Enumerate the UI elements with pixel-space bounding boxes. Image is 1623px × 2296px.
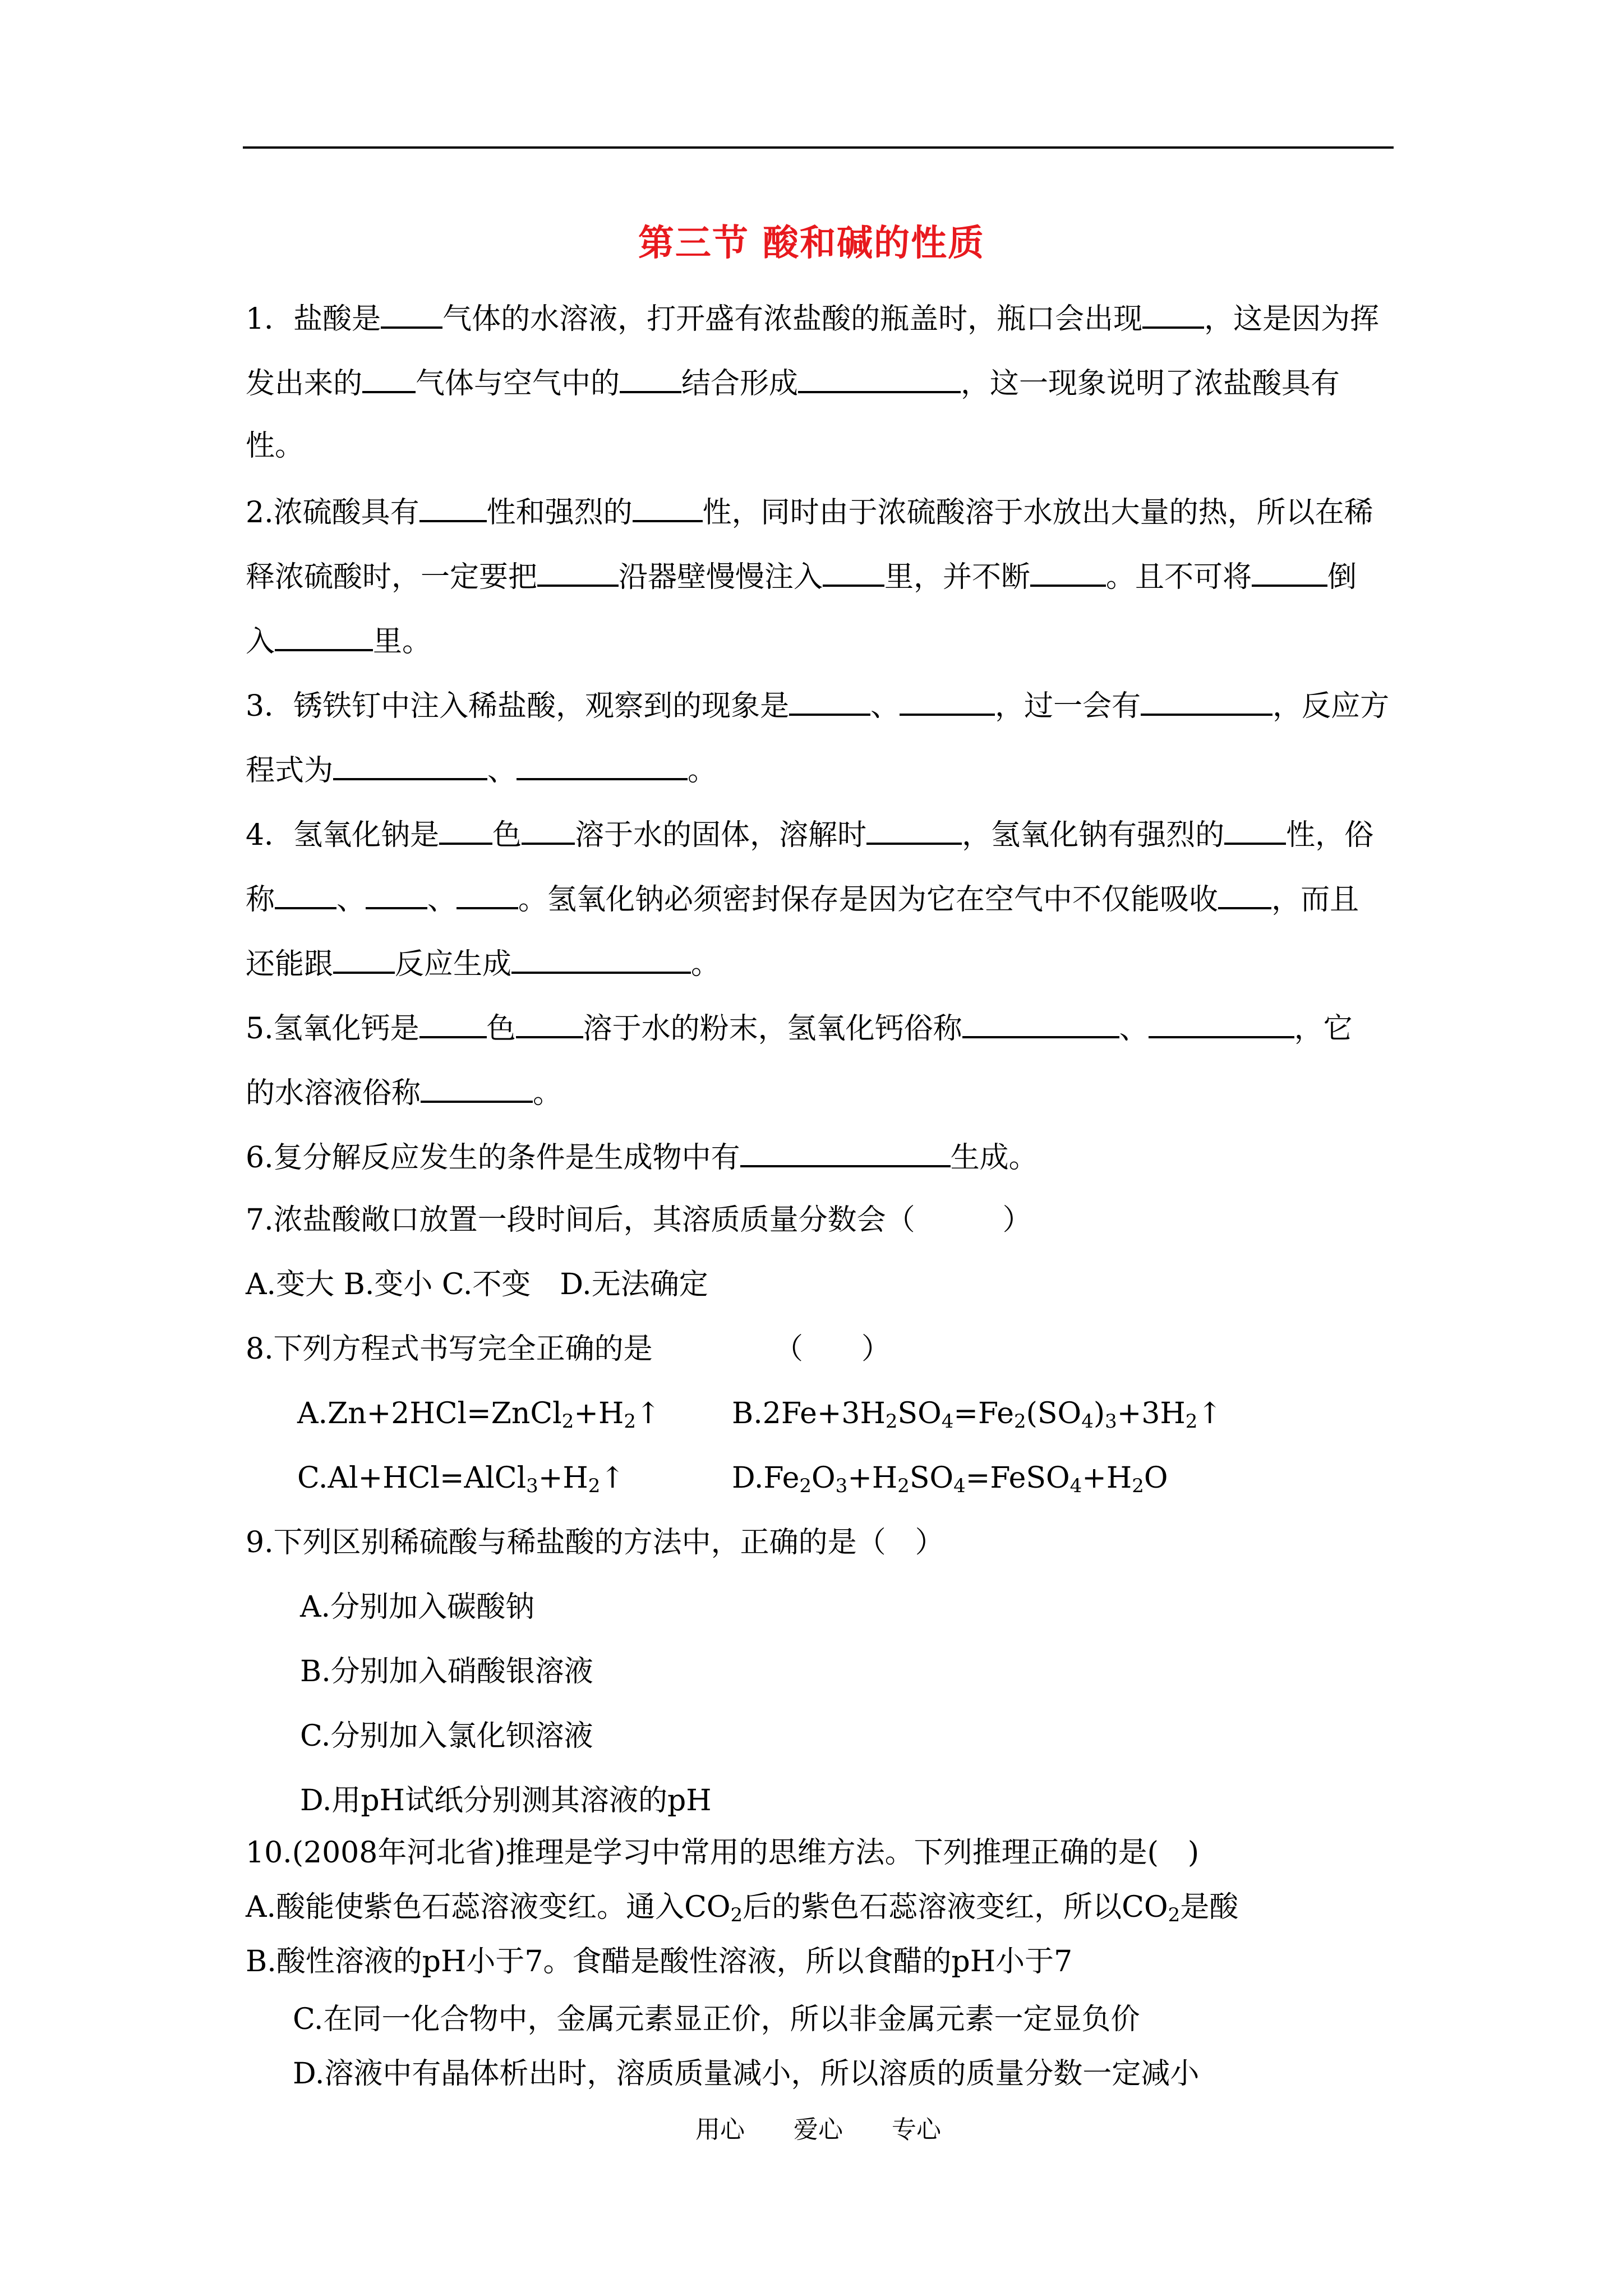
answer-blank[interactable] [457, 878, 518, 909]
answer-blank[interactable] [537, 555, 619, 587]
answer-blank[interactable] [516, 1007, 583, 1038]
answer-blank[interactable] [823, 555, 884, 587]
text: =FeSO [965, 1461, 1070, 1495]
text: 、 [1119, 1012, 1149, 1046]
text: =Fe [953, 1397, 1014, 1430]
text: 溶于水的粉末，氢氧化钙俗称 [583, 1012, 962, 1046]
answer-blank[interactable] [1141, 684, 1272, 716]
text: O [811, 1461, 836, 1495]
subscript: 2 [885, 1410, 898, 1433]
up-arrow: ↑ [600, 1461, 625, 1495]
subscript: 2 [730, 1904, 743, 1926]
text: 的水溶液俗称 [246, 1076, 421, 1110]
text: ，反应方 [1272, 689, 1390, 723]
text: 称 [246, 883, 275, 917]
option-label: C. [297, 1461, 328, 1495]
q10-stem: 10.(2008年河北省)推理是学习中常用的思维方法。下列推理正确的是( ) [246, 1836, 1200, 1870]
text: 倒 [1327, 560, 1357, 594]
q9-stem: 9.下列区别稀硫酸与稀盐酸的方法中，正确的是（ ） [246, 1526, 944, 1559]
text: +H [538, 1461, 588, 1495]
q10-option-a[interactable] [246, 1888, 1238, 1927]
answer-blank[interactable] [1030, 555, 1106, 587]
footer-text-3: 专心 [892, 2115, 941, 2144]
q8-answer-paren: （ ） [774, 1332, 891, 1366]
text: ，这是因为挥 [1204, 302, 1380, 336]
q8-option-a[interactable] [297, 1394, 661, 1433]
q10-option-d[interactable]: D.溶液中有晶体析出时，溶质质量减小，所以溶质的质量分数一定减小 [293, 2057, 1200, 2091]
q5-line-2 [246, 1071, 562, 1113]
text: 生成。 [950, 1141, 1038, 1175]
text: SO [909, 1461, 954, 1495]
answer-blank[interactable] [900, 684, 995, 716]
answer-blank[interactable] [522, 813, 575, 845]
text: +H [574, 1397, 624, 1430]
text: A.酸能使紫色石蕊溶液变红。通入CO [246, 1890, 731, 1924]
answer-blank[interactable] [275, 620, 373, 651]
answer-blank[interactable] [366, 878, 427, 909]
subscript: 2 [624, 1410, 636, 1433]
text: 3．锈铁钉中注入稀盐酸，观察到的现象是 [246, 689, 790, 723]
subscript: 2 [1132, 1475, 1144, 1497]
text: 2.浓硫酸具有 [246, 496, 419, 530]
subscript: 4 [953, 1475, 966, 1497]
q2-line-3 [246, 620, 431, 661]
text: 2Fe+3H [762, 1397, 886, 1430]
answer-blank[interactable] [1149, 1007, 1294, 1038]
text: 后的紫色石蕊溶液变红，所以CO [743, 1890, 1168, 1924]
text: (SO [1026, 1397, 1082, 1430]
option-label: D. [732, 1461, 764, 1495]
answer-blank[interactable] [962, 1007, 1119, 1038]
answer-blank[interactable] [275, 878, 336, 909]
text: 、 [427, 883, 457, 917]
answer-blank[interactable] [421, 1071, 533, 1103]
text: 性，同时由于浓硫酸溶于水放出大量的热，所以在稀 [702, 496, 1373, 530]
text: 程式为 [246, 754, 334, 788]
answer-blank[interactable] [1142, 297, 1204, 329]
subscript: 2 [1185, 1410, 1198, 1433]
answer-blank[interactable] [517, 749, 688, 780]
text: 释浓硫酸时，一定要把 [246, 560, 538, 594]
text: 。 [533, 1076, 562, 1110]
q10-option-b[interactable]: B.酸性溶液的pH小于7。食醋是酸性溶液，所以食醋的pH小于7 [246, 1945, 1073, 1978]
text: 。氢氧化钠必须密封保存是因为它在空气中不仅能吸收 [518, 883, 1219, 917]
answer-blank[interactable] [866, 813, 962, 845]
subscript: 2 [1168, 1904, 1181, 1926]
text: 性和强烈的 [486, 496, 633, 530]
answer-blank[interactable] [620, 362, 681, 393]
q3-line-2 [246, 749, 717, 790]
answer-blank[interactable] [419, 1007, 487, 1038]
text: 性，俗 [1286, 818, 1374, 852]
text: 是酸 [1180, 1890, 1239, 1924]
subscript: 4 [1081, 1410, 1094, 1433]
q4-line-1 [246, 813, 1373, 855]
answer-blank[interactable] [439, 813, 492, 845]
answer-blank[interactable] [333, 942, 395, 974]
text: 气体与空气中的 [416, 367, 620, 401]
text: 里。 [373, 625, 432, 659]
answer-blank[interactable] [362, 362, 416, 393]
q1-line-1 [246, 297, 1379, 339]
q1-line-2 [246, 362, 1340, 403]
q4-line-2 [246, 878, 1359, 919]
text: 溶于水的固体，溶解时 [575, 818, 867, 852]
text: 沿器壁慢慢注入 [619, 560, 823, 594]
answer-blank[interactable] [381, 297, 442, 329]
text: ，过一会有 [995, 689, 1141, 723]
text: +3H [1117, 1397, 1186, 1430]
subscript: 2 [588, 1475, 601, 1497]
q7-options: A.变大 B.变小 C.不变 D.无法确定 [246, 1268, 708, 1301]
text: 入 [246, 625, 275, 659]
q4-line-3 [246, 942, 720, 984]
q9-option-d[interactable]: D.用pH试纸分别测其溶液的pH [300, 1784, 712, 1818]
answer-blank[interactable] [740, 1136, 951, 1167]
text: Fe [763, 1461, 800, 1495]
footer-text-1: 用心 [695, 2115, 745, 2144]
text: 。 [688, 754, 717, 788]
up-arrow: ↑ [635, 1397, 661, 1430]
subscript: 4 [941, 1410, 954, 1433]
q7-stem: 7.浓盐酸敞口放置一段时间后，其溶质质量分数会（ ） [246, 1203, 1032, 1237]
header-rule [243, 146, 1394, 149]
text: 、 [487, 754, 517, 788]
text: +H [847, 1461, 898, 1495]
text: 。 [691, 947, 721, 981]
answer-blank[interactable] [1218, 878, 1271, 909]
text: 色 [486, 1012, 516, 1046]
q8-option-c[interactable] [297, 1458, 625, 1498]
answer-blank[interactable] [1252, 555, 1327, 587]
answer-blank[interactable] [789, 684, 870, 716]
q2-line-1 [246, 491, 1373, 532]
subscript: 3 [1105, 1410, 1117, 1433]
text: 气体的水溶液，打开盛有浓盐酸的瓶盖时，瓶口会出现 [442, 302, 1143, 336]
page-title: 第三节 酸和碱的性质 [638, 222, 985, 264]
text: ) [1093, 1397, 1105, 1430]
answer-blank[interactable] [798, 362, 961, 393]
q1-line-3 [246, 426, 304, 466]
text: 结合形成 [681, 367, 799, 401]
q3-line-1 [246, 684, 1389, 726]
answer-blank[interactable] [419, 491, 487, 522]
text: 5.氢氧化钙是 [246, 1012, 419, 1046]
text: 1．盐酸是 [246, 302, 381, 336]
answer-blank[interactable] [511, 942, 691, 974]
q6-line [246, 1136, 1038, 1177]
subscript: 2 [561, 1410, 574, 1433]
text: 。且不可将 [1106, 560, 1252, 594]
text: 4．氢氧化钠是 [246, 818, 440, 852]
text: 、 [336, 883, 366, 917]
option-label: B. [732, 1397, 763, 1430]
text: SO [897, 1397, 942, 1430]
text: 反应生成 [395, 947, 512, 981]
text: ，氢氧化钠有强烈的 [962, 818, 1225, 852]
text: 里，并不断 [884, 560, 1031, 594]
text: ，它 [1294, 1012, 1353, 1046]
text: 6.复分解反应发生的条件是生成物中有 [246, 1141, 740, 1175]
text: Zn+2HCl=ZnCl [328, 1397, 562, 1430]
text: ，而且 [1271, 883, 1359, 917]
q5-line-1 [246, 1007, 1353, 1048]
text: Al+HCl=AlCl [328, 1461, 527, 1495]
subscript: 2 [799, 1475, 812, 1497]
q10-option-c[interactable]: C.在同一化合物中，金属元素显正价，所以非金属元素一定显负价 [293, 2003, 1140, 2036]
subscript: 3 [835, 1475, 848, 1497]
q8-option-b[interactable] [732, 1394, 1222, 1433]
option-label: A. [297, 1397, 328, 1430]
text: +H [1082, 1461, 1132, 1495]
answer-blank[interactable] [1224, 813, 1286, 845]
text: 发出来的 [246, 367, 363, 401]
q9-option-a[interactable]: A.分别加入碳酸钠 [300, 1590, 535, 1624]
subscript: 2 [1014, 1410, 1026, 1433]
subscript: 2 [897, 1475, 910, 1497]
answer-blank[interactable] [633, 491, 703, 522]
answer-blank[interactable] [333, 749, 487, 780]
subscript: 3 [526, 1475, 538, 1497]
text: 性。 [246, 429, 305, 463]
text: 、 [870, 689, 900, 723]
q8-stem: 8.下列方程式书写完全正确的是 [246, 1332, 653, 1366]
text: O [1144, 1461, 1168, 1495]
text: 色 [492, 818, 522, 852]
q8-option-d[interactable] [732, 1458, 1168, 1498]
footer-text-2: 爱心 [794, 2115, 843, 2144]
text: 还能跟 [246, 947, 334, 981]
up-arrow: ↑ [1197, 1397, 1222, 1430]
text: ，这一现象说明了浓盐酸具有 [961, 367, 1340, 401]
q9-option-c[interactable]: C.分别加入氯化钡溶液 [300, 1719, 593, 1753]
q9-option-b[interactable]: B.分别加入硝酸银溶液 [300, 1655, 593, 1688]
q2-line-2 [246, 555, 1357, 597]
subscript: 4 [1069, 1475, 1082, 1497]
